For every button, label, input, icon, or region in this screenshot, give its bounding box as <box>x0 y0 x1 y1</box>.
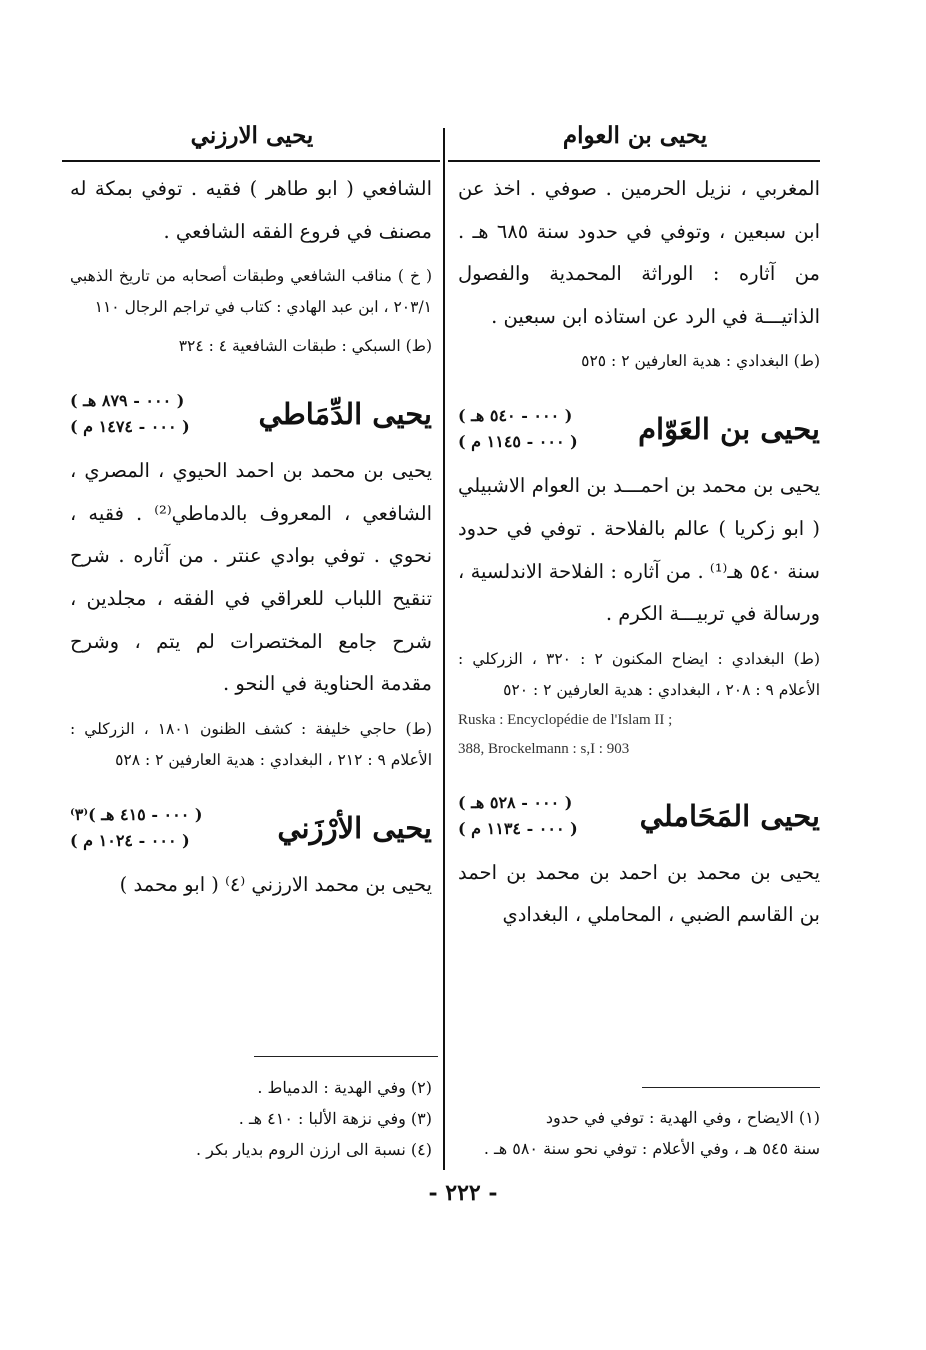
continued-entry-reference: (ط) البغدادي : هدية العارفين ٢ : ٥٢٥ <box>581 352 820 371</box>
footnote-rule-left <box>254 1056 438 1057</box>
entry-dates-hijri: ( ٠٠٠ - ٤١٥ هـ )⁽٣⁾ <box>70 804 203 824</box>
entry-dates-hijri: ( ٠٠٠ - ٥٤٠ هـ ) <box>458 406 573 426</box>
footnote: (٢) وفي الهدية : الدمياط . <box>257 1078 432 1097</box>
footnote: سنة ٥٤٥ هـ ، وفي الأعلام : توفي نحو سنة ٥٨٠ هـ . <box>483 1139 820 1158</box>
entry-dates-gregorian: ( ٠٠٠ - ١١٤٥ م ) <box>458 432 578 452</box>
header-rule-right <box>448 160 820 162</box>
entry-text: يحيى بن محمد بن احمد بن محمد بن احمد بن القاسم الضبي ، المحاملي ، البغدادي <box>458 860 820 927</box>
entry-text: يحيى بن محمد بن احمـــد بن العوام الاشبيلي ( ابو زكريا ) عالم بالفلاحة . توفي في حدود سنة ٥٤٠ هـ⁽¹⁾ . من آثاره : الفلاحة الاندلسية ، ورسالة في تربيـــة الكرم . <box>458 474 820 626</box>
header-rule-left <box>62 160 440 162</box>
entry-dates <box>70 802 202 854</box>
entry-text: يحيى بن محمد الارزني ⁽٤⁾ ( ابو محمد ) <box>119 872 432 896</box>
page-number: - ٢٢٢ - <box>428 1180 498 1206</box>
entry-dates-gregorian: ( ٠٠٠ - ١١٣٤ م ) <box>458 818 578 838</box>
left-column <box>70 168 432 906</box>
entry-dates-hijri: ( ٠٠٠ - ٥٢٨ هـ ) <box>458 792 573 812</box>
column-divider <box>443 128 445 1170</box>
continued-entry-text: الشافعي ( ابو طاهر ) فقيه . توفي بمكة له مصنف في فروع الفقه الشافعي . <box>70 177 432 243</box>
footnote: (٤) نسبة الى ارزن الروم بديار بكر . <box>195 1140 432 1159</box>
latin-reference-line: Ruska : Encyclopédie de l'Islam II ; <box>458 711 673 728</box>
entry-reference: (ط) حاجي خليفة : كشف الظنون ١٨٠١ ، الزركلي : الأعلام ٩ : ٢١٢ ، البغدادي : هدية العارفين ٢ : ٥٢٨ <box>70 719 432 769</box>
entry-dates <box>458 403 578 455</box>
footnote: (٣) وفي نزهة الألبا : ٤١٠ هـ . <box>238 1109 432 1128</box>
continued-entry-reference: ( خ ) مناقب الشافعي وطبقات أصحابه من تاريخ الذهبي ٢٠٣/١ ، ابن عبد الهادي : كتاب في تراجم الرجال ١١٠ <box>70 267 432 317</box>
running-head-left: يحيى الارزني <box>190 122 314 149</box>
footnote: (١) الايضاح ، وفي الهدية : توفي في حدود <box>545 1108 820 1127</box>
entry-heading <box>458 790 820 842</box>
entry-dates <box>70 388 190 440</box>
right-column <box>458 168 820 937</box>
entry-reference: (ط) البغدادي : ايضاح المكنون ٢ : ٣٢٠ ، الزركلي : الأعلام ٩ : ٢٠٨ ، البغدادي : هدية العارفين ٢ : ٥٢٠ <box>458 649 821 699</box>
entry-text: يحيى بن محمد بن احمد الحيوي ، المصري ، الشافعي ، المعروف بالدماطي⁽²⁾ . فقيه ، نحوي . توفي بوادي عنتر . من آثاره . شرح تنقيح اللباب للعراقي في الفقه ، مجلدين ، شرح جامع المختصرات لم يتم ، وشرح مقدمة الحناوية في النحو . <box>70 459 432 696</box>
entry-name: يحيى بن العَوّام <box>638 412 820 447</box>
continued-entry-reference: (ط) السبكي : طبقات الشافعية ٤ : ٣٢٤ <box>178 337 432 356</box>
entry-heading <box>458 403 820 455</box>
entry-dates <box>458 790 578 842</box>
entry-name: يحيى المَحَاملي <box>639 798 820 833</box>
entry-dates-gregorian: ( ٠٠٠ - ١٠٢٤ م ) <box>70 830 190 850</box>
footnotes-right <box>458 1102 820 1164</box>
footnote-rule-right <box>642 1087 820 1088</box>
entry-heading <box>70 388 432 440</box>
running-head-right: يحيى بن العوام <box>562 122 708 149</box>
latin-reference-line: 388, Brockelmann : s,I : 903 <box>458 740 630 757</box>
entry-dates-gregorian: ( ٠٠٠ - ١٤٧٤ م ) <box>70 417 190 437</box>
entry-name: يحيى الدِّمَاطي <box>258 397 432 432</box>
entry-dates-hijri: ( ٠٠٠ - ٨٧٩ هـ ) <box>70 391 185 411</box>
continued-entry-text: المغربي ، نزيل الحرمين . صوفي . اخذ عن ابن سبعين ، وتوفي في حدود سنة ٦٨٥ هـ . من آثاره : الوراثة المحمدية والفصول الذاتيـــة في الرد عن استاذه ابن سبعين . <box>458 177 820 328</box>
entry-heading <box>70 802 432 854</box>
footnotes-left <box>150 1072 432 1165</box>
entry-name: يحيى الأرْزَني <box>277 810 432 845</box>
